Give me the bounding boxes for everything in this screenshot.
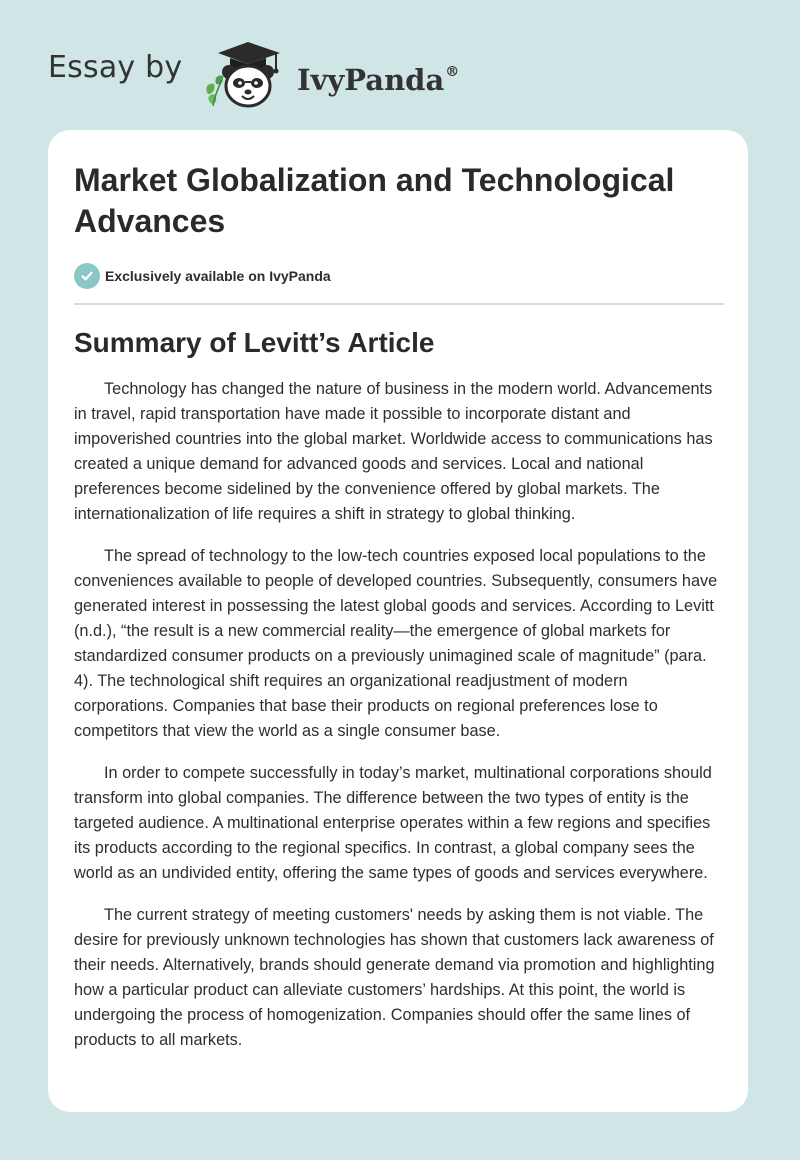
ivy-leaf-icon xyxy=(206,75,223,106)
divider xyxy=(74,303,724,305)
paragraph: The spread of technology to the low-tech countries exposed local populations to the conveniences available to people of developed countries. Subsequently, consumers have generated interest in possessing the latest global goods and services. According to Levitt (n.d.), “the result is a new commercial reality—the emergence of global markets for standardized consumer products on a previously unimagined scale of magnitude” (para. 4). The technological shift requires an organizational readjustment of modern corporations. Companies that base their products on regional preferences lose to competitors that view the world as a single consumer base. xyxy=(74,547,718,740)
essay-card xyxy=(48,130,748,1112)
panda-graduate-icon[interactable] xyxy=(200,36,292,110)
site-header xyxy=(0,0,800,120)
page-title: Market Globalization and Technological Advances xyxy=(74,162,675,239)
registered-mark: ® xyxy=(445,64,460,80)
section-heading: Summary of Levitt’s Article xyxy=(74,327,435,358)
panda-face-icon xyxy=(222,65,274,106)
paragraph: Technology has changed the nature of business in the modern world. Advancements in travel, rapid transportation have made it possible to incorporate distant and impoverished countries into the global market. Worldwide access to communications has created a unique demand for advanced goods and services. Local and national preferences become sidelined by the convenience offered by global markets. The internationalization of life requires a shift in strategy to global thinking. xyxy=(74,380,713,523)
paragraph: In order to compete successfully in today’s market, multinational corporations should transform into global companies. The difference between the two types of entity is the targeted audience. A multinational enterprise operates within a few regions and specifies its products according to the regional specifics. In contrast, a global company sees the world as an undivided entity, offering the same types of goods and services everywhere. xyxy=(74,764,712,882)
brand-name-text: IvyPanda xyxy=(297,63,445,97)
essay-content xyxy=(74,160,724,1053)
check-circle-icon xyxy=(74,263,100,289)
essay-by-label: Essay by xyxy=(48,50,183,85)
exclusive-label: Exclusively available on IvyPanda xyxy=(105,268,331,284)
brand-name[interactable] xyxy=(297,52,459,100)
exclusive-badge xyxy=(74,262,724,290)
paragraph: The current strategy of meeting customers' needs by asking them is not viable. The desire for previously unknown technologies has shown that customers lack awareness of their needs. Alternatively, brands should generate demand via promotion and highlighting how a particular product can alleviate customers’ hardships. At this point, the world is undergoing the process of homogenization. Companies should offer the same lines of products to all markets. xyxy=(74,906,715,1049)
